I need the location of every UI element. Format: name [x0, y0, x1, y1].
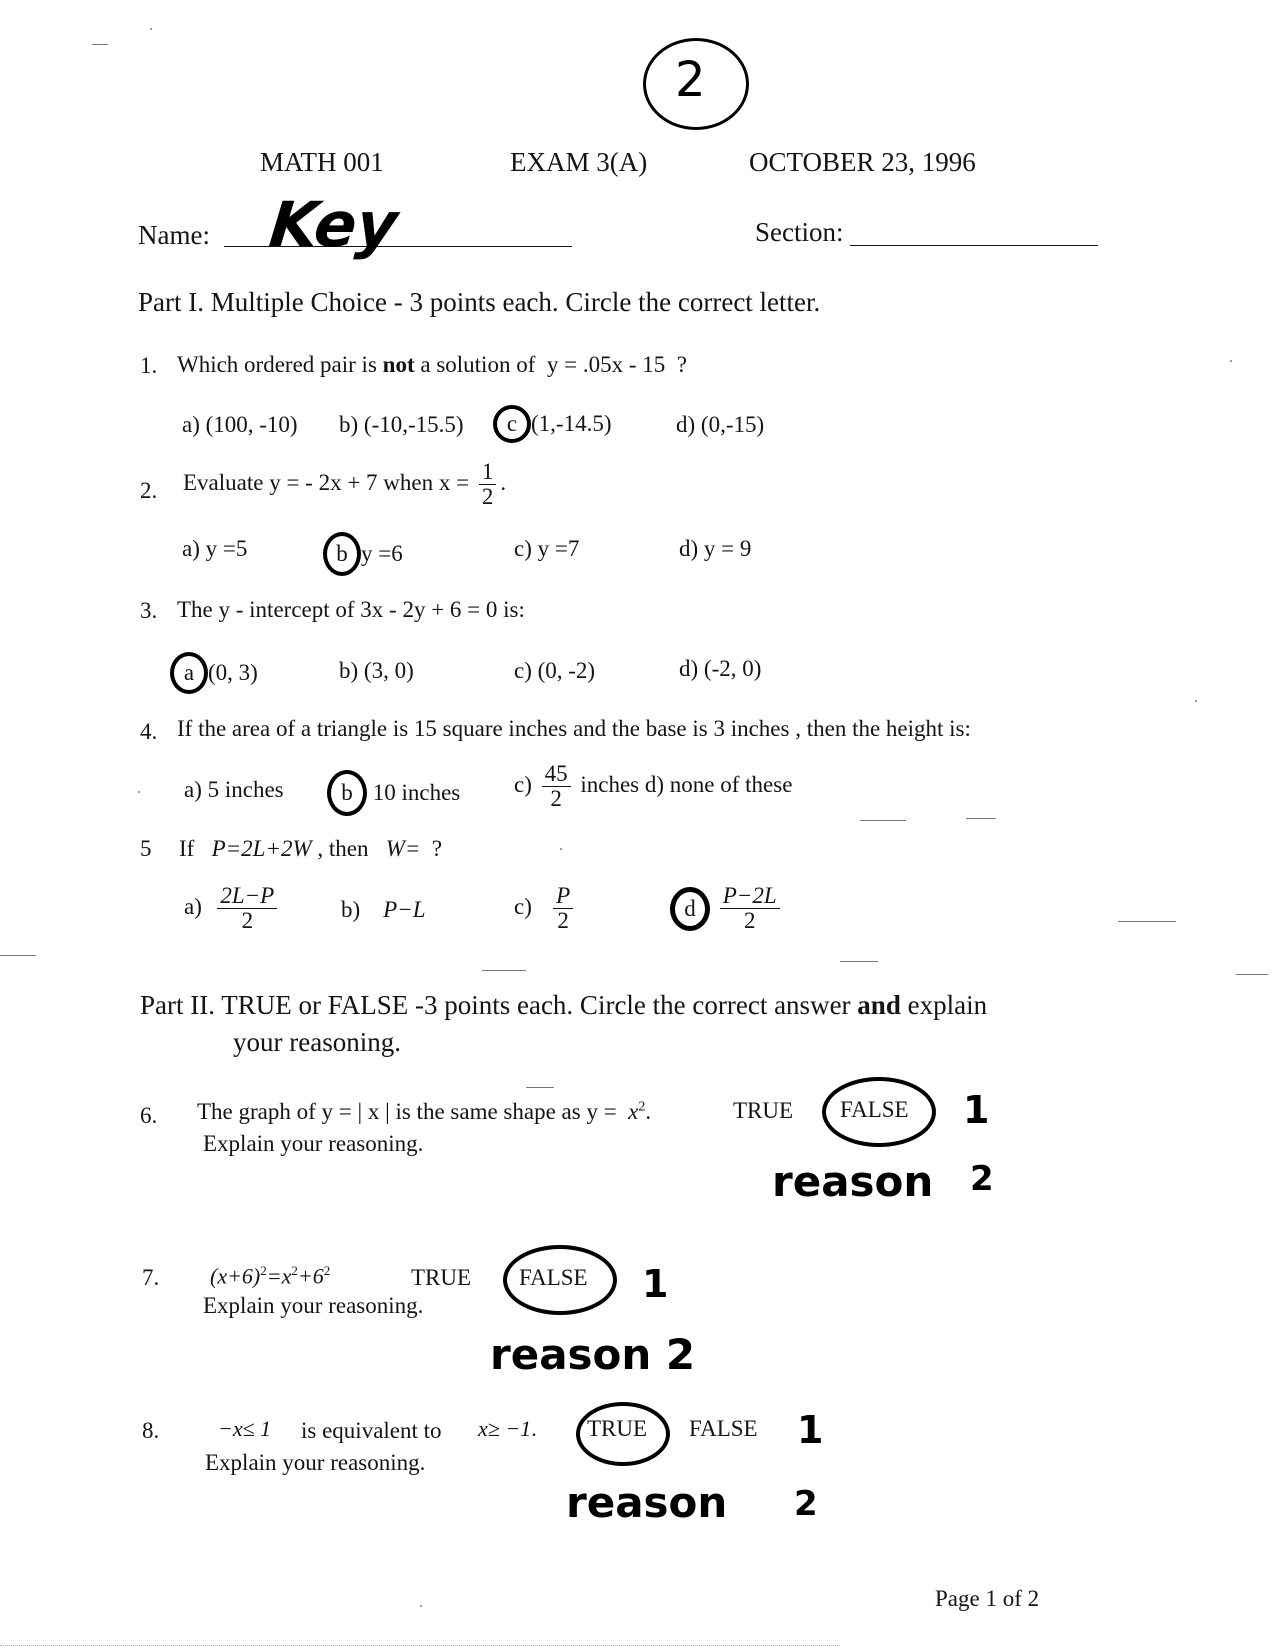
- q2-question: [183, 460, 506, 509]
- name-value: Key: [266, 188, 401, 261]
- scan-artifact-dot: [150, 28, 152, 30]
- q3-option-d: d) (-2, 0): [679, 656, 762, 681]
- q6-reason: reason: [772, 1157, 934, 1206]
- q5-option-c-fraction: [553, 884, 573, 933]
- q6-statement: [197, 1099, 651, 1125]
- q7-reason-points: 2: [665, 1330, 696, 1379]
- q5-question: [179, 836, 442, 862]
- q8-explain: Explain your reasoning.: [205, 1450, 426, 1475]
- q7-eq: =x: [266, 1263, 292, 1289]
- q5-option-b: [341, 897, 426, 923]
- q8-points: 1: [797, 1408, 824, 1452]
- q6-period: .: [645, 1099, 652, 1124]
- q3-question: The y - intercept of 3x - 2y + 6 = 0 is:: [177, 597, 525, 622]
- q5-target: W=: [385, 836, 421, 861]
- q6-false: FALSE: [840, 1097, 909, 1122]
- section-label: Section:: [755, 217, 844, 247]
- q4-answer-circle: [327, 770, 367, 816]
- q7-reason-text: reason: [490, 1330, 652, 1379]
- q1-option-c-letter: c: [506, 411, 518, 436]
- q1-option-b: b) (-10,-15.5): [339, 412, 464, 437]
- q2-option-a: a) y =5: [182, 536, 248, 561]
- q5-text-then: , then: [317, 836, 369, 861]
- q2-answer-circle: [323, 532, 361, 576]
- q6-text: The graph of y = | x | is the same shape as y =: [197, 1099, 617, 1124]
- page-footer: Page 1 of 2: [935, 1586, 1040, 1611]
- scan-artifact-dot: [1230, 360, 1232, 362]
- q5-option-c: [514, 884, 577, 933]
- q8-lhs: −x≤ 1: [218, 1416, 272, 1441]
- scan-artifact-dot: [1195, 700, 1197, 702]
- q5-option-b-value: P−L: [383, 897, 426, 922]
- scan-artifact-dash: [860, 820, 906, 821]
- scan-artifact-dash: [482, 970, 526, 971]
- q4-option-a: a) 5 inches: [184, 777, 284, 802]
- part2-title-line2: your reasoning.: [233, 1027, 401, 1057]
- scan-artifact-dash: [0, 955, 36, 956]
- q5-equation: P=2L+2W: [211, 836, 312, 861]
- q4-option-c-label: c): [514, 771, 532, 797]
- q5-answer-circle: [670, 887, 710, 931]
- q7-six-exp: 2: [323, 1263, 331, 1278]
- q7-lhs-exp: 2: [260, 1263, 267, 1278]
- part2-title-b: explain: [907, 990, 988, 1020]
- q6-points: 1: [963, 1088, 990, 1132]
- q1-option-d: d) (0,-15): [676, 412, 765, 437]
- q2-number-visible: 2.: [140, 478, 158, 503]
- scan-artifact-dash: [1118, 921, 1176, 922]
- q8-period: .: [531, 1416, 537, 1441]
- q5a-frac-num: 2L−P: [217, 884, 277, 909]
- q2-fraction: [479, 460, 497, 509]
- q2-option-b-letter: b: [336, 541, 348, 566]
- scan-artifact-dash: [0, 1645, 840, 1646]
- q5-number: 5: [140, 836, 152, 861]
- q1-text-a: Which ordered pair is: [177, 352, 377, 377]
- q5-option-d-letter: d: [684, 895, 696, 921]
- q4-number: 4.: [140, 719, 158, 744]
- q1-text-b: a solution of: [420, 352, 536, 377]
- q3-number: 3.: [140, 598, 158, 623]
- scan-artifact-dot: [420, 1605, 422, 1607]
- q8-rhs-wrap: [478, 1416, 537, 1442]
- q5-option-b-label: b): [341, 897, 361, 922]
- q5-option-d-fraction: [720, 884, 780, 933]
- scan-artifact-dash: [840, 961, 878, 962]
- q6-exp: 2: [638, 1099, 646, 1115]
- part2-title: [140, 990, 987, 1021]
- scan-artifact-dot: [138, 791, 140, 793]
- q8-text: is equivalent to: [301, 1418, 442, 1443]
- q3-option-b: b) (3, 0): [339, 658, 414, 683]
- q6-x: x: [628, 1099, 639, 1124]
- q3-option-a-letter: a: [183, 660, 195, 685]
- q7-statement: [210, 1263, 330, 1289]
- q8-false: FALSE: [689, 1416, 758, 1441]
- q2-text: Evaluate y = - 2x + 7 when x =: [183, 469, 470, 495]
- q3-answer-circle: [170, 652, 208, 694]
- scan-artifact-dash: [966, 818, 996, 819]
- q1-text-bold: not: [382, 352, 415, 377]
- q2-option-b: y =6: [361, 541, 403, 566]
- q4-option-c-fraction: [542, 762, 571, 811]
- q8-number: 8.: [142, 1418, 160, 1443]
- q7-number: 7.: [142, 1265, 160, 1290]
- exam-title: EXAM 3(A): [510, 147, 648, 177]
- q2-option-d: d) y = 9: [679, 536, 752, 561]
- q2-frac-num: 1: [479, 460, 497, 485]
- q4-option-c: [514, 762, 792, 811]
- q5-option-a-fraction: [217, 884, 277, 933]
- q5d-frac-num: P−2L: [720, 884, 780, 909]
- q7-true: TRUE: [411, 1265, 472, 1290]
- q2-option-c: c) y =7: [514, 536, 580, 561]
- q4-option-b-answer: [327, 770, 460, 816]
- q4-question: If the area of a triangle is 15 square inches and the base is 3 inches , then the height is:: [177, 716, 971, 741]
- q6-reason-points: 2: [970, 1159, 994, 1199]
- q4-option-d: d) none of these: [644, 771, 793, 797]
- q5c-frac-num: P: [553, 884, 573, 909]
- q5-option-d-answer: [670, 884, 784, 933]
- q1-question: [177, 352, 687, 378]
- q3-option-a-answer: [170, 652, 258, 694]
- page-number-mark: 2: [675, 52, 706, 108]
- q7-lhs: (x+6): [210, 1263, 261, 1289]
- name-label: Name:: [138, 220, 210, 250]
- q5-option-a: [184, 884, 281, 933]
- q1-qmark: ?: [676, 352, 687, 377]
- scan-artifact-dash: [92, 44, 108, 45]
- q5d-frac-den: 2: [743, 908, 756, 934]
- scan-artifact-dot: [560, 848, 562, 850]
- q5-option-c-label: c): [514, 893, 532, 919]
- q4-option-b-letter: b: [341, 780, 353, 805]
- scan-artifact-dash: [1236, 974, 1268, 975]
- q4-frac-den: 2: [550, 786, 562, 812]
- q6-number: 6.: [140, 1103, 158, 1128]
- q5-qmark: ?: [431, 836, 443, 861]
- q7-x-exp: 2: [291, 1263, 298, 1278]
- q5c-frac-den: 2: [557, 908, 569, 934]
- q1-option-c: (1,-14.5): [531, 411, 612, 436]
- exam-date: OCTOBER 23, 1996: [749, 147, 976, 177]
- q2-option-b-answer: [323, 532, 403, 576]
- scan-artifact-dash: [526, 1087, 554, 1088]
- q7-false: FALSE: [519, 1265, 588, 1290]
- q4-option-b: 10 inches: [372, 780, 461, 805]
- q1-number: 1.: [140, 353, 158, 378]
- q3-option-a: (0, 3): [208, 660, 258, 685]
- q4-option-c-unit: inches: [580, 771, 640, 797]
- q5-option-a-label: a): [184, 893, 202, 919]
- q1-equation: y = .05x - 15: [546, 352, 666, 377]
- q6-explain: Explain your reasoning.: [203, 1131, 424, 1156]
- q1-option-a: a) (100, -10): [182, 412, 298, 437]
- part2-title-a: Part II. TRUE or FALSE -3 points each. Circle the correct answer: [140, 990, 851, 1020]
- q8-reason-points: 2: [794, 1484, 818, 1524]
- part1-title: Part I. Multiple Choice - 3 points each. Circle the correct letter.: [138, 287, 821, 317]
- part2-title-bold: and: [857, 990, 901, 1020]
- q5-text-if: If: [179, 836, 195, 861]
- q8-reason: reason: [566, 1478, 728, 1527]
- q1-answer-circle: [493, 405, 531, 443]
- q7-reason: [490, 1330, 695, 1379]
- q7-explain: Explain your reasoning.: [203, 1293, 424, 1318]
- q6-true: TRUE: [733, 1098, 794, 1123]
- q5a-frac-den: 2: [241, 908, 254, 934]
- q8-rhs: x≥ −1: [478, 1416, 532, 1441]
- section-line: [850, 217, 1098, 246]
- q8-true: TRUE: [587, 1416, 648, 1441]
- q2-period: .: [500, 469, 507, 495]
- q7-plus: +6: [297, 1263, 324, 1289]
- q7-points: 1: [642, 1262, 669, 1306]
- q4-frac-num: 45: [542, 762, 571, 787]
- q2-frac-den: 2: [481, 484, 494, 510]
- q3-option-c: c) (0, -2): [514, 658, 596, 683]
- q1-option-c-answer: [493, 405, 611, 443]
- course-code: MATH 001: [260, 147, 384, 177]
